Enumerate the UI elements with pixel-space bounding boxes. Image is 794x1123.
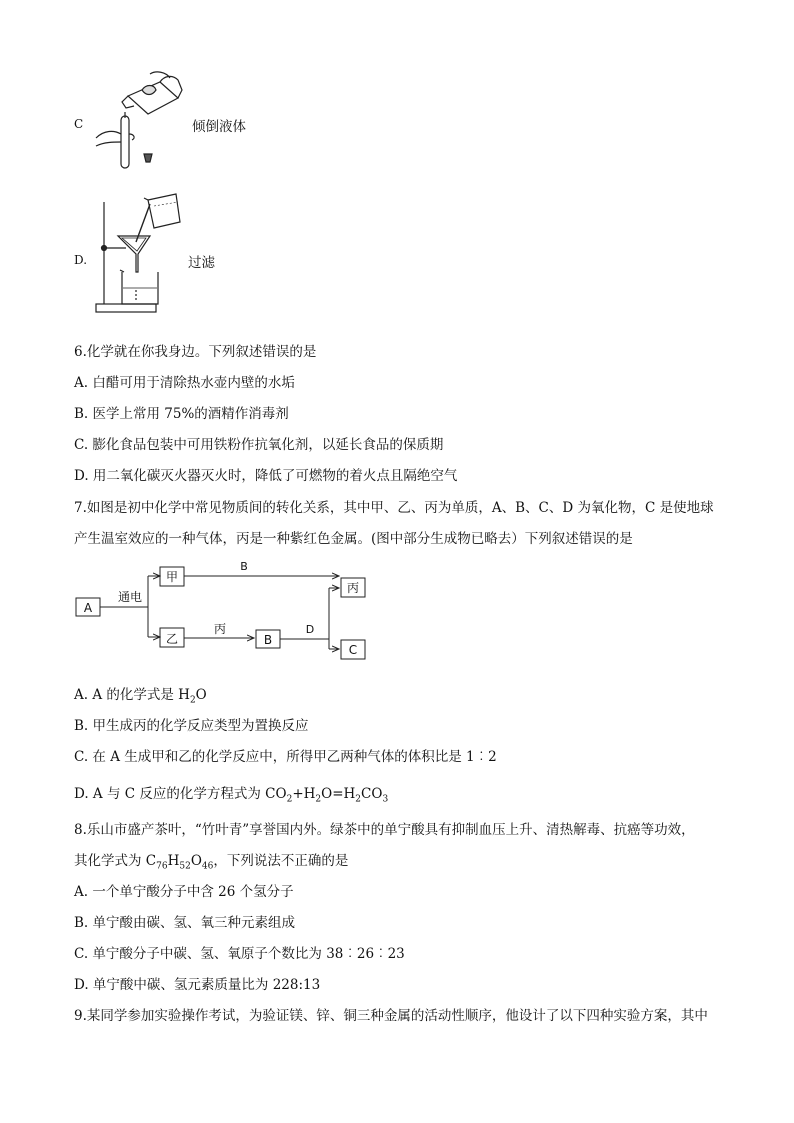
q7-option-b: B. 甲生成丙的化学反应类型为置换反应 xyxy=(74,718,309,734)
label-electrolysis: 通电 xyxy=(117,590,143,604)
q6-option-d: D. 用二氧化碳灭火器灭火时，降低了可燃物的着火点且隔绝空气 xyxy=(74,468,458,484)
q8-option-d: D. 单宁酸中碳、氢元素质量比为 228:13 xyxy=(74,977,321,993)
q6-option-c: C. 膨化食品包装中可用铁粉作抗氧化剂，以延长食品的保质期 xyxy=(74,437,444,453)
option-d-letter: D. xyxy=(74,253,88,267)
option-d-label: 过滤 xyxy=(188,255,215,271)
q6-stem: 6.化学就在你我身边。下列叙述错误的是 xyxy=(74,344,317,360)
box-a: A xyxy=(83,601,93,615)
q9-stem-line1: 9.某同学参加实验操作考试，为验证镁、锌、铜三种金属的活动性顺序，他设计了以下四种实验方案，其中 xyxy=(74,1008,708,1024)
label-bing: 丙 xyxy=(213,622,227,636)
box-bing: 丙 xyxy=(346,581,360,595)
filtration-illustration xyxy=(92,192,184,316)
pouring-liquid-illustration xyxy=(90,68,190,176)
box-c: C xyxy=(348,643,358,657)
q7-stem-line1: 7.如图是初中化学中常见物质间的转化关系，其中甲、乙、丙为单质，A、B、C、D 为氧化物，C 是使地球 xyxy=(74,500,714,516)
q6-option-b: B. 医学上常用 75%的酒精作消毒剂 xyxy=(74,406,289,422)
box-b: B xyxy=(263,633,273,647)
q8-option-c: C. 单宁酸分子中碳、氢、氧原子个数比为 38︰26︰23 xyxy=(74,946,405,962)
q8-stem-line1: 8.乐山市盛产茶叶，“竹叶青”享誉国内外。绿茶中的单宁酸具有抑制血压上升、清热解毒、抗癌等功效， xyxy=(74,822,695,838)
conversion-diagram xyxy=(70,558,380,664)
q8-option-b: B. 单宁酸由碳、氢、氧三种元素组成 xyxy=(74,915,296,931)
option-c-letter: C xyxy=(74,117,84,131)
q8-stem-line2: 其化学式为 $C_{76}H_{52}O_{46}$，下列说法不正确的是 xyxy=(74,853,349,872)
q6-option-a: A. 白醋可用于清除热水壶内壁的水垢 xyxy=(74,375,295,391)
box-jia: 甲 xyxy=(165,570,179,584)
q7-option-c: C. 在 A 生成甲和乙的化学反应中，所得甲乙两种气体的体积比是 1︰2 xyxy=(74,749,497,765)
q7-option-a: A. A 的化学式是 $H_2O$ xyxy=(74,687,207,706)
q7-option-d: D. A 与 C 反应的化学方程式为 $CO_2+H_2O=H_2CO_3$ xyxy=(74,786,389,805)
label-d: D xyxy=(305,623,315,636)
q7-stem-line2: 产生温室效应的一种气体，丙是一种紫红色金属。(图中部分生成物已略去）下列叙述错误的是 xyxy=(74,531,633,547)
label-b: B xyxy=(240,560,248,573)
box-yi: 乙 xyxy=(165,632,179,646)
option-c-label: 倾倒液体 xyxy=(192,119,246,135)
q8-option-a: A. 一个单宁酸分子中含 26 个氢分子 xyxy=(74,884,294,900)
